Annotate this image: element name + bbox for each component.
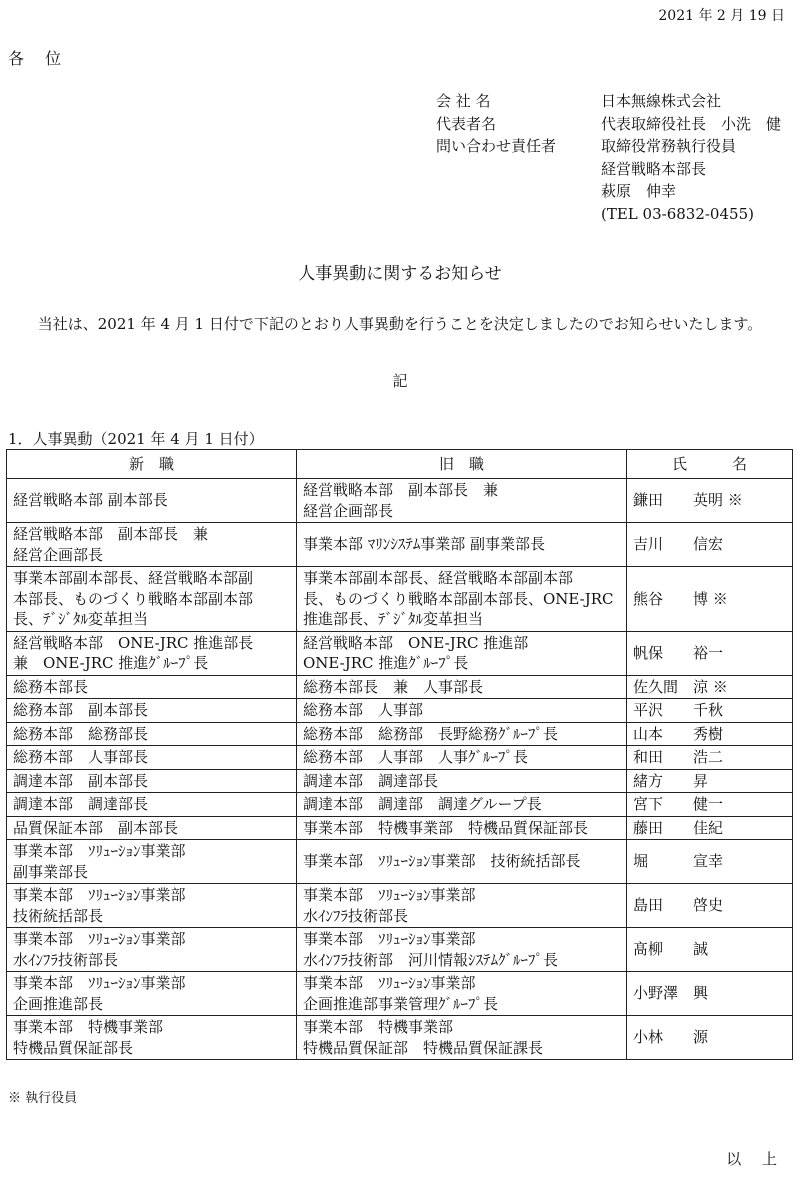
cell-line: 特機品質保証部長 xyxy=(13,1038,134,1057)
person-name-cell: 山本 秀樹 xyxy=(627,722,793,746)
company-info-label: 問い合わせ責任者 xyxy=(436,137,557,155)
cell-line: 水ｲﾝﾌﾗ技術部長 xyxy=(303,906,409,925)
table-row xyxy=(7,746,793,770)
cell-line: 水ｲﾝﾌﾗ技術部長 xyxy=(13,950,119,969)
table-row xyxy=(7,884,793,928)
person-name-cell: 帆保 裕一 xyxy=(627,631,793,675)
old-position-cell xyxy=(297,699,627,723)
old-position-cell xyxy=(297,884,627,928)
footnote: ※ 執行役員 xyxy=(8,1091,78,1106)
cell-line: 総務本部 人事部長 xyxy=(13,748,149,766)
old-position-cell xyxy=(297,928,627,972)
old-position-cell xyxy=(297,567,627,632)
person-name-cell: 吉川 信宏 xyxy=(627,523,793,567)
cell-line: 長、ﾃﾞｼﾞﾀﾙ変革担当 xyxy=(13,610,149,628)
cell-line: 経営企画部長 xyxy=(13,545,104,564)
header-old-position: 旧 職 xyxy=(297,450,627,479)
addressee: 各 位 xyxy=(8,49,70,68)
company-info-label: 代表者名 xyxy=(436,114,497,133)
table-row xyxy=(7,972,793,1016)
person-name-cell: 小野澤 興 xyxy=(627,972,793,1016)
old-position-cell xyxy=(297,746,627,770)
cell-line: ONE-JRC 推進ｸﾞﾙｰﾌﾟ長 xyxy=(303,654,469,672)
table-row xyxy=(7,816,793,840)
company-info-row xyxy=(436,135,781,158)
company-info-label: 会 社 名 xyxy=(436,92,491,110)
cell-line: 総務本部 人事部 人事ｸﾞﾙｰﾌﾟ長 xyxy=(303,748,529,766)
table-row xyxy=(7,928,793,972)
company-info-row xyxy=(436,180,781,203)
table-row xyxy=(7,523,793,567)
cell-line: 事業本部 ｿﾘｭｰｼｮﾝ事業部 技術統括部長 xyxy=(303,852,581,871)
company-info-label xyxy=(436,203,601,226)
cell-line: 総務本部長 兼 人事部長 xyxy=(303,677,484,696)
person-name-cell: 堀 宣幸 xyxy=(627,840,793,884)
new-position-cell xyxy=(7,746,297,770)
person-name-cell: 髙柳 誠 xyxy=(627,928,793,972)
person-name-cell: 藤田 佳紀 xyxy=(627,816,793,840)
cell-line: 調達本部 調達部長 xyxy=(303,771,439,790)
company-info-value: 日本無線株式会社 xyxy=(601,92,722,110)
cell-line: 事業本部 ｿﾘｭｰｼｮﾝ事業部 xyxy=(303,974,476,992)
old-position-cell xyxy=(297,675,627,699)
person-name-cell: 熊谷 博 ※ xyxy=(627,567,793,632)
company-info-value: 代表取締役社長 小洗 健 xyxy=(601,114,782,133)
cell-line: 事業本部 ｿﾘｭｰｼｮﾝ事業部 xyxy=(13,974,186,992)
cell-line: 事業本部 ﾏﾘﾝｼｽﾃﾑ事業部 副事業部長 xyxy=(303,535,546,554)
cell-line: 調達本部 調達部 調達グループ長 xyxy=(303,795,542,813)
company-info-label xyxy=(436,180,601,203)
table-row xyxy=(7,769,793,793)
cell-line: 経営戦略本部 ONE-JRC 推進部長 xyxy=(13,633,254,652)
old-position-cell xyxy=(297,972,627,1016)
new-position-cell xyxy=(7,523,297,567)
header-name: 氏 名 xyxy=(627,450,793,479)
company-info-label xyxy=(436,158,601,181)
table-row xyxy=(7,722,793,746)
cell-line: 本部長、ものづくり戦略本部副本部 xyxy=(13,589,254,608)
document-title: 人事異動に関するお知らせ xyxy=(298,264,502,284)
cell-line: 事業本部 ｿﾘｭｰｼｮﾝ事業部 xyxy=(13,930,186,948)
table-row xyxy=(7,840,793,884)
old-position-cell xyxy=(297,769,627,793)
cell-line: 経営戦略本部 ONE-JRC 推進部 xyxy=(303,633,529,652)
new-position-cell xyxy=(7,631,297,675)
table-row xyxy=(7,675,793,699)
person-name-cell: 平沢 千秋 xyxy=(627,699,793,723)
new-position-cell xyxy=(7,479,297,523)
new-position-cell xyxy=(7,884,297,928)
cell-line: 事業本部 ｿﾘｭｰｼｮﾝ事業部 xyxy=(13,886,186,904)
new-position-cell xyxy=(7,928,297,972)
cell-line: 事業本部副本部長、経営戦略本部副 xyxy=(13,569,254,587)
cell-line: 推進部長、ﾃﾞｼﾞﾀﾙ変革担当 xyxy=(303,610,484,628)
person-name-cell: 小林 源 xyxy=(627,1016,793,1060)
personnel-table xyxy=(6,449,793,1060)
cell-line: 特機品質保証部 特機品質保証課長 xyxy=(303,1038,544,1057)
new-position-cell xyxy=(7,722,297,746)
old-position-cell xyxy=(297,631,627,675)
old-position-cell xyxy=(297,816,627,840)
old-position-cell xyxy=(297,523,627,567)
old-position-cell xyxy=(297,479,627,523)
person-name-cell: 島田 啓史 xyxy=(627,884,793,928)
header-new-position: 新 職 xyxy=(7,450,297,479)
cell-line: 総務本部 副本部長 xyxy=(13,701,149,719)
company-info-value: 取締役常務執行役員 xyxy=(601,137,737,155)
cell-line: 経営戦略本部 副本部長 xyxy=(13,491,168,510)
cell-line: 調達本部 調達部長 xyxy=(13,795,149,813)
company-info xyxy=(436,90,781,225)
table-header-row xyxy=(7,450,793,479)
document-date: 2021 年 2 月 19 日 xyxy=(658,8,785,24)
cell-line: 兼 ONE-JRC 推進ｸﾞﾙｰﾌﾟ長 xyxy=(13,654,209,672)
cell-line: 総務本部長 xyxy=(13,677,89,696)
cell-line: 総務本部 総務部 長野総務ｸﾞﾙｰﾌﾟ長 xyxy=(303,724,559,743)
cell-line: 長、ものづくり戦略本部副本部長、ONE-JRC xyxy=(303,589,614,608)
cell-line: 事業本部 ｿﾘｭｰｼｮﾝ事業部 xyxy=(13,842,186,860)
new-position-cell xyxy=(7,1016,297,1060)
table-row xyxy=(7,567,793,632)
cell-line: 事業本部 特機事業部 xyxy=(303,1018,454,1036)
cell-line: 経営企画部長 xyxy=(303,501,394,520)
old-position-cell xyxy=(297,722,627,746)
old-position-cell xyxy=(297,1016,627,1060)
company-info-value: 萩原 伸幸 xyxy=(601,182,677,200)
closing-mark: 以 上 xyxy=(726,1150,785,1168)
cell-line: 企画推進部長 xyxy=(13,994,104,1013)
company-info-row xyxy=(436,113,781,136)
company-info-row xyxy=(436,90,781,113)
cell-line: 事業本部 ｿﾘｭｰｼｮﾝ事業部 xyxy=(303,930,476,948)
old-position-cell xyxy=(297,840,627,884)
new-position-cell xyxy=(7,769,297,793)
company-info-row xyxy=(436,158,781,181)
cell-line: 水ｲﾝﾌﾗ技術部 河川情報ｼｽﾃﾑｸﾞﾙｰﾌﾟ長 xyxy=(303,950,559,969)
cell-line: 調達本部 副本部長 xyxy=(13,771,149,790)
new-position-cell xyxy=(7,816,297,840)
cell-line: 事業本部 ｿﾘｭｰｼｮﾝ事業部 xyxy=(303,886,476,904)
ki-mark: 記 xyxy=(392,372,408,390)
person-name-cell: 鎌田 英明 ※ xyxy=(627,479,793,523)
company-info-value: (TEL 03-6832-0455) xyxy=(601,204,754,223)
old-position-cell xyxy=(297,793,627,817)
cell-line: 品質保証本部 副本部長 xyxy=(13,818,179,837)
company-info-value: 経営戦略本部長 xyxy=(601,159,707,178)
new-position-cell xyxy=(7,567,297,632)
section-title: 1．人事異動（2021 年 4 月 1 日付） xyxy=(8,430,264,448)
company-info-row xyxy=(436,203,781,226)
person-name-cell: 宮下 健一 xyxy=(627,793,793,817)
cell-line: 事業本部 特機事業部 特機品質保証部長 xyxy=(303,818,589,837)
cell-line: 総務本部 総務部長 xyxy=(13,724,149,743)
table-row xyxy=(7,1016,793,1060)
intro-text: 当社は、2021 年 4 月 1 日付で下記のとおり人事異動を行うことを決定しましたのでお知らせいたします。 xyxy=(37,315,763,333)
cell-line: 事業本部副本部長、経営戦略本部副本部 xyxy=(303,569,574,587)
table-row xyxy=(7,479,793,523)
cell-line: 技術統括部長 xyxy=(13,906,104,925)
table-row xyxy=(7,631,793,675)
person-name-cell: 和田 浩二 xyxy=(627,746,793,770)
new-position-cell xyxy=(7,972,297,1016)
cell-line: 副事業部長 xyxy=(13,862,89,881)
table-row xyxy=(7,793,793,817)
cell-line: 経営戦略本部 副本部長 兼 xyxy=(13,525,209,543)
cell-line: 経営戦略本部 副本部長 兼 xyxy=(303,481,499,499)
person-name-cell: 佐久間 涼 ※ xyxy=(627,675,793,699)
person-name-cell: 緒方 昇 xyxy=(627,769,793,793)
new-position-cell xyxy=(7,675,297,699)
new-position-cell xyxy=(7,699,297,723)
new-position-cell xyxy=(7,840,297,884)
table-row xyxy=(7,699,793,723)
cell-line: 企画推進部事業管理ｸﾞﾙｰﾌﾟ長 xyxy=(303,994,499,1013)
cell-line: 事業本部 特機事業部 xyxy=(13,1018,164,1036)
new-position-cell xyxy=(7,793,297,817)
cell-line: 総務本部 人事部 xyxy=(303,701,424,719)
